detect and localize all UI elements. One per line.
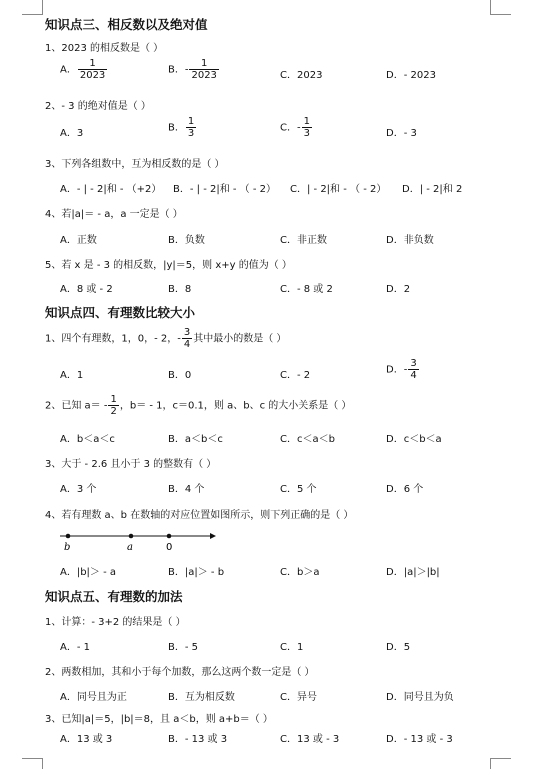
option-c: C．非正数 [280,235,327,246]
option-a: A．13 或 3 [60,734,113,745]
question-stem: 3、大于 - 2.6 且小于 3 的整数有（ ） [45,459,217,470]
option-d: D．6 个 [386,484,424,495]
question-stem: 4、若|a|＝ - a，a 一定是（ ） [45,209,183,220]
label-b: b [64,542,71,553]
option-c: C．13 或 - 3 [280,734,340,745]
option-c: C．c＜a＜b [280,434,335,445]
option-a: A．同号且为正 [60,692,127,703]
option-d: D．2 [386,284,411,295]
option-b: B．a＜b＜c [168,434,223,445]
option-d: D．|a|＞|b| [386,567,440,578]
crop-mark-top-right [490,0,511,15]
option-b: B．4 个 [168,484,205,495]
option-a: A．3 [60,128,84,139]
question-stem: 2、两数相加，其和小于每个加数，那么这两个数一定是（ ） [45,667,315,678]
option-b: B．- | - 2|和 - （ - 2） [173,184,277,195]
option-b: B．|a|＞ - b [168,567,225,578]
option-c: C．- 8 或 2 [280,284,333,295]
option-a: A．3 个 [60,484,97,495]
option-b: B．负数 [168,235,205,246]
option-c: C．| - 2|和 - （ - 2） [290,184,387,195]
option-c: C．5 个 [280,484,317,495]
question-stem: 3、已知|a|＝5，|b|＝8，且 a＜b，则 a+b＝（ ） [45,714,273,725]
question-stem: 5、若 x 是 - 3 的相反数，|y|＝5，则 x+y 的值为（ ） [45,260,292,271]
option-b: B．- 5 [168,642,199,653]
option-d: D．| - 2|和 2 [402,184,463,195]
crop-mark-bottom-left [22,758,43,769]
option-d: D．5 [386,642,411,653]
option-a: A．8 或 - 2 [60,284,113,295]
axis-arrow [210,533,216,539]
option-b: B．8 [168,284,192,295]
option-a: A．正数 [60,235,97,246]
option-c: C．- $\frac{1}{3}$ [280,116,310,139]
question-stem: 1、计算：- 3+2 的结果是（ ） [45,617,186,628]
option-d: D．- 2023 [386,70,436,81]
question-stem: 1、2023 的相反数是（ ） [45,43,164,54]
section-title: 知识点四、有理数比较大小 [45,305,196,320]
option-a: A．- 1 [60,642,90,653]
option-a: A．1 [60,370,84,381]
option-d: D．- 3 [386,128,417,139]
label-zero: 0 [166,542,173,553]
point-b [66,534,71,539]
point-zero [167,534,172,539]
option-a: A．- | - 2|和 - （+2） [60,184,162,195]
option-b: B．- 13 或 3 [168,734,228,745]
question-stem: 3、下列各组数中，互为相反数的是（ ） [45,159,225,170]
option-c: C．异号 [280,692,317,703]
option-b: B．互为相反数 [168,692,235,703]
option-c: C．- 2 [280,370,311,381]
question-stem: 4、若有理数 a、b 在数轴的对应位置如图所示，则下列正确的是（ ） [45,510,354,521]
option-a: A． $\frac{1}{2023}$ [60,58,106,81]
option-b: B．- $\frac{1}{2023}$ [168,58,217,81]
option-d: D．- $\frac{3}{4}$ [386,358,417,381]
section-title: 知识点五、有理数的加法 [45,589,183,604]
option-a: A．|b|＞ - a [60,567,117,578]
question-stem: 1、四个有理数，1，0，- 2，- $\frac{3}{4}$ 其中最小的数是（ ） [45,327,287,350]
option-c: C．1 [280,642,304,653]
option-d: D．非负数 [386,235,434,246]
option-c: C．b＞a [280,567,320,578]
crop-mark-bottom-right [490,758,511,769]
option-b: B． $\frac{1}{3}$ [168,116,195,139]
option-d: D．同号且为负 [386,692,454,703]
question-stem: 2、已知 a＝ - $\frac{1}{2}$ ，b＝ - 1，c＝0.1，则 a、b、c 的大小关系是（ ） [45,394,352,417]
option-c: C．2023 [280,70,323,81]
label-a: a [127,542,133,553]
option-a: A．b＜a＜c [60,434,115,445]
option-d: D．- 13 或 - 3 [386,734,453,745]
question-stem: 2、- 3 的绝对值是（ ） [45,101,151,112]
crop-mark-top-left [22,0,43,15]
section-title: 知识点三、相反数以及绝对值 [45,17,208,32]
option-b: B．0 [168,370,192,381]
number-line [58,530,218,554]
option-d: D．c＜b＜a [386,434,442,445]
point-a [129,534,134,539]
